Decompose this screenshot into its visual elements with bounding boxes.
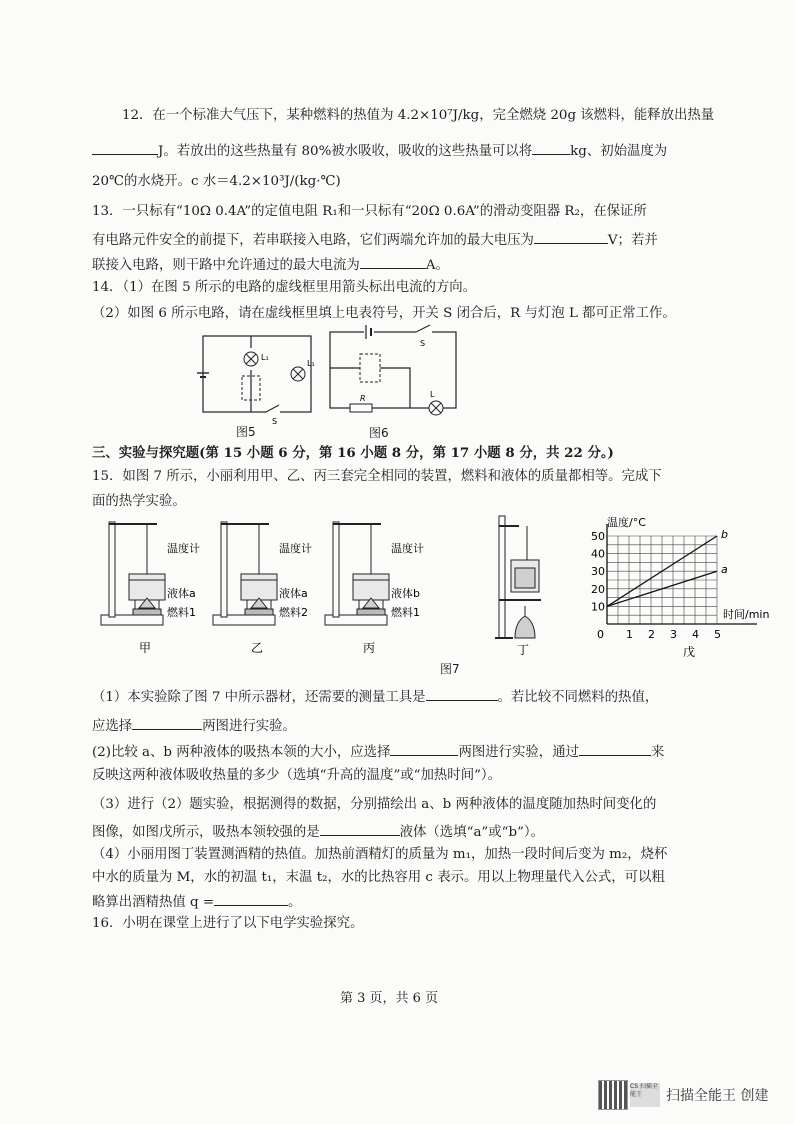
- answer-blank[interactable]: [579, 741, 651, 756]
- x-tick-label: 5: [714, 628, 721, 641]
- q13-line2: 有电路元件安全的前提下，若串联接入电路，它们两端允许加的最大电压为 V；若并: [92, 229, 658, 250]
- figure-7-chart: [575, 512, 785, 664]
- svg-text:丁: 丁: [517, 643, 530, 657]
- apparatus-jia: [101, 522, 200, 655]
- sub4-line1: （4）小丽用图丁装置测酒精的热值。加热前酒精灯的质量为 m₁，加热一段时间后变为 m₂，烧杯: [92, 847, 668, 862]
- y-tick-label: 30: [591, 565, 605, 579]
- chart-caption-wu: 戊: [683, 645, 696, 659]
- x-tick-label: 4: [692, 628, 699, 641]
- q15-line2: 面的热学实验。: [92, 494, 186, 509]
- x-tick-label: 1: [626, 628, 633, 641]
- sub2-line1: (2)比较 a、b 两种液体的吸热本领的大小，应选择 两图进行实验，通过 来: [92, 741, 664, 762]
- bulb-icon: [244, 352, 258, 366]
- svg-text:液体a: 液体a: [167, 587, 196, 600]
- sub4-line3: 略算出酒精热值 q = 。: [92, 891, 301, 912]
- answer-blank[interactable]: [390, 741, 458, 756]
- bulb-icon: [291, 367, 305, 381]
- series-label-b: b: [721, 528, 728, 541]
- q13-line1: 13．一只标有“10Ω 0.4A”的定值电阻 R₁和一只标有“20Ω 0.6A”的滑动变阻器 R₂，在保证所: [92, 204, 647, 219]
- svg-text:温度计: 温度计: [167, 542, 200, 555]
- q16-line: 16．小明在课堂上进行了以下电学实验探究。: [92, 916, 364, 931]
- apparatus-ding: [495, 516, 541, 657]
- svg-text:丙: 丙: [363, 641, 376, 655]
- svg-text:温度计: 温度计: [279, 542, 312, 555]
- figure-5-caption: 图5: [236, 425, 256, 439]
- sub3-line1: （3）进行（2）题实验，根据测得的数据，分别描绘出 a、b 两种液体的温度随加热时间变化的: [92, 797, 657, 812]
- switch-icon: [266, 405, 280, 415]
- dashed-box[interactable]: [360, 354, 380, 382]
- label-l1: L₁: [261, 353, 269, 362]
- figure-7-apparatus: [95, 512, 595, 662]
- sub4-line2: 中水的质量为 M，水的初温 t₁，末温 t₂，水的比热容用 c 表示。用以上物理量代入公式，可以粗: [92, 870, 665, 885]
- figure-6-caption: 图6: [369, 426, 389, 440]
- y-tick-label: 50: [591, 530, 605, 543]
- sub1-line1: （1）本实验除了图 7 中所示器材，还需要的测量工具是 。若比较不同燃料的热值，: [92, 686, 658, 707]
- apparatus-bing: [325, 522, 424, 655]
- sub2-line2: 反映这两种液体吸收热量的多少（选填“升高的温度”或“加热时间”）。: [92, 768, 502, 783]
- label-r: R: [360, 394, 366, 403]
- svg-text:燃料1: 燃料1: [391, 606, 420, 619]
- switch-icon: [416, 325, 432, 335]
- x-tick-label: 2: [648, 628, 655, 641]
- sub3-line2: 图像，如图戊所示，吸热本领较强的是 液体（选填“a”或“b”）。: [92, 821, 544, 842]
- label-s: S: [420, 339, 426, 348]
- y-tick-label: 40: [591, 547, 605, 561]
- q15-line1: 15．如图 7 所示，小丽利用甲、乙、丙三套完全相同的装置，燃料和液体的质量都相等。完成下: [92, 469, 662, 484]
- apparatus-yi: [213, 522, 312, 655]
- page-number: 第 3 页，共 6 页: [340, 991, 439, 1006]
- svg-text:乙: 乙: [251, 641, 264, 655]
- svg-text:液体a: 液体a: [279, 587, 308, 600]
- answer-blank[interactable]: [92, 140, 158, 155]
- scanner-text: 扫描全能王 创建: [666, 1088, 769, 1104]
- bulb-icon: [429, 401, 443, 415]
- svg-text:液体b: 液体b: [391, 587, 420, 600]
- answer-blank[interactable]: [360, 254, 426, 269]
- x-tick-label: 3: [670, 628, 677, 641]
- chart-xlabel: 时间/min: [723, 608, 770, 621]
- chart-ylabel: 温度/°C: [607, 516, 646, 529]
- figure-7-caption: 图7: [440, 662, 460, 676]
- answer-blank[interactable]: [534, 229, 608, 244]
- answer-blank[interactable]: [214, 891, 288, 906]
- q14-line1: 14．（1）在图 5 所示的电路的虚线框里用箭头标出电流的方向。: [92, 280, 477, 295]
- label-l1b: L₁: [307, 359, 315, 368]
- y-tick-label: 10: [591, 600, 605, 614]
- answer-blank[interactable]: [426, 686, 498, 701]
- x-tick-label: 0: [597, 628, 604, 641]
- chart-series: [607, 528, 728, 606]
- section-heading: 三、实验与探究题(第 15 小题 6 分，第 16 小题 8 分，第 17 小题 8 分，共 22 分。): [92, 445, 614, 461]
- figure-5-circuit: [190, 328, 325, 428]
- label-s: S: [272, 417, 278, 426]
- answer-blank[interactable]: [320, 821, 400, 836]
- battery-icon: [364, 325, 374, 339]
- chart-grid: [607, 536, 717, 624]
- svg-text:燃料1: 燃料1: [167, 606, 196, 619]
- svg-text:温度计: 温度计: [391, 542, 424, 555]
- label-l: L: [430, 390, 435, 399]
- resistor-icon: [350, 404, 372, 412]
- scanner-watermark: [598, 1080, 794, 1110]
- q12-line2: J。若放出的这些热量有 80%被水吸收，吸收的这些热量可以将 kg、初始温度为: [92, 140, 667, 161]
- scanner-logo: CS 扫描全能王: [630, 1083, 660, 1107]
- figure-6-circuit: [320, 320, 465, 426]
- sub1-line2: 应选择 两图进行实验。: [92, 715, 296, 736]
- svg-text:燃料2: 燃料2: [279, 606, 308, 619]
- qr-code-icon: [598, 1080, 628, 1110]
- series-label-a: a: [721, 563, 728, 577]
- answer-blank[interactable]: [132, 715, 202, 730]
- q13-line3: 联接入电路，则干路中允许通过的最大电流为 A。: [92, 254, 449, 275]
- q12-line1: 12．在一个标准大气压下，某种燃料的热值为 4.2×10⁷J/kg，完全燃烧 20g 该燃料，能释放出热量: [122, 108, 715, 123]
- y-tick-label: 20: [591, 582, 605, 596]
- q12-line3: 20℃的水烧开。c 水＝4.2×10³J/(kg·℃): [92, 174, 341, 189]
- q14-line2: （2）如图 6 所示电路，请在虚线框里填上电表符号，开关 S 闭合后，R 与灯泡 L 都可正常工作。: [92, 306, 676, 321]
- svg-text:甲: 甲: [139, 641, 152, 655]
- answer-blank[interactable]: [532, 140, 570, 155]
